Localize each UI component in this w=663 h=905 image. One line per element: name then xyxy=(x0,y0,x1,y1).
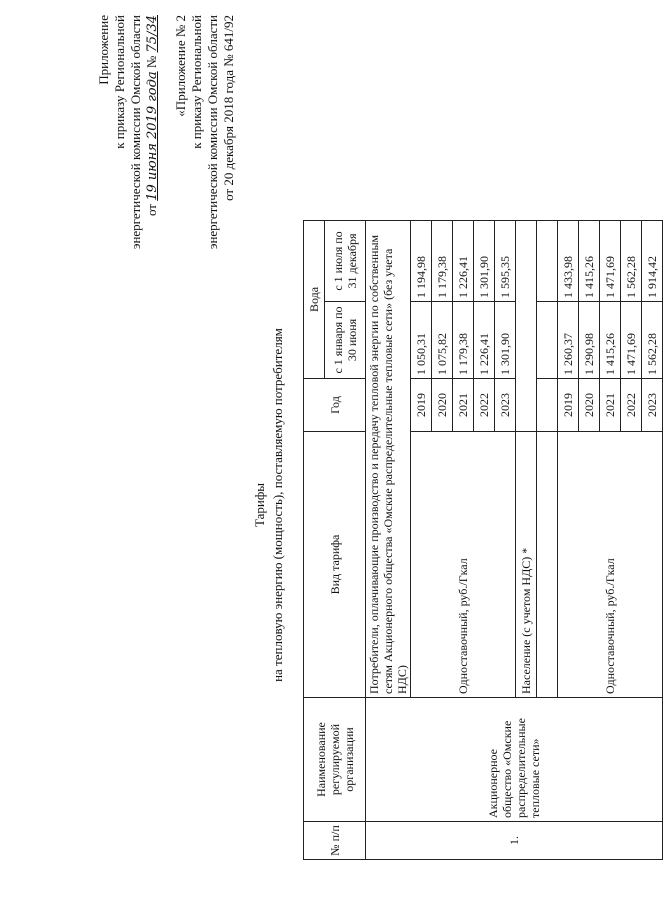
year-cell: 2019 xyxy=(558,379,579,432)
commission2-line: энергетической комиссии Омской области xyxy=(205,15,220,250)
number-prefix: № xyxy=(144,55,159,69)
value-h2-cell: 1 194,98 xyxy=(411,221,432,302)
year-cell: 2019 xyxy=(411,379,432,432)
value-h1-cell: 1 301,90 xyxy=(495,302,516,379)
value-h2-cell: 1 179,38 xyxy=(432,221,453,302)
date-prefix: от xyxy=(144,204,159,217)
col-h1-header: с 1 января по 30 июня xyxy=(325,302,366,379)
value-h2-cell: 1 914,42 xyxy=(642,221,663,302)
annex-header xyxy=(96,15,237,265)
value-h2-cell: 1 562,28 xyxy=(621,221,642,302)
value-h2-cell: 1 415,26 xyxy=(579,221,600,302)
value-h1-cell: 1 075,82 xyxy=(432,302,453,379)
handwritten-number: 75/34 xyxy=(145,15,160,53)
document-subtitle: на тепловую энергию (мощность), поставляемую потребителям xyxy=(270,328,285,682)
col-h2-header: с 1 июля по 31 декабря xyxy=(325,221,366,302)
col-water-header: Вода xyxy=(304,221,325,379)
section2-filler xyxy=(516,221,537,432)
value-h1-cell: 1 471,69 xyxy=(621,302,642,379)
section-row xyxy=(366,221,411,860)
col-year-header: Год xyxy=(304,379,366,432)
value-h1-cell: 1 290,98 xyxy=(579,302,600,379)
order-line: к приказу Региональной xyxy=(112,15,127,149)
value-h1-cell: 1 260,37 xyxy=(558,302,579,379)
year-cell: 2020 xyxy=(579,379,600,432)
section2-label: Население (с учетом НДС) * xyxy=(516,432,537,698)
value-h1-cell: 1 179,38 xyxy=(453,302,474,379)
year-cell: 2021 xyxy=(453,379,474,432)
tariff2-kind: Одноставочный, руб./Гкал xyxy=(558,432,663,698)
value-h1-cell: 1 226,41 xyxy=(474,302,495,379)
value-h1-cell: 1 562,28 xyxy=(642,302,663,379)
value-h2-cell: 1 433,98 xyxy=(558,221,579,302)
col-org-header: Наименование регулируемой организации xyxy=(304,698,366,822)
year-cell: 2021 xyxy=(600,379,621,432)
year-cell: 2023 xyxy=(495,379,516,432)
annex-label: Приложение xyxy=(96,15,111,85)
order2-line: к приказу Региональной xyxy=(189,15,204,149)
date2-line: от 20 декабря 2018 года № 641/92 xyxy=(221,15,236,201)
value-h2-cell: 1 301,90 xyxy=(474,221,495,302)
value-h2-cell: 1 471,69 xyxy=(600,221,621,302)
document-title: Тарифы xyxy=(252,483,267,528)
year-cell: 2022 xyxy=(474,379,495,432)
year-cell: 2022 xyxy=(621,379,642,432)
value-h1-cell: 1 415,26 xyxy=(600,302,621,379)
table-header-row xyxy=(304,221,325,860)
year-cell: 2023 xyxy=(642,379,663,432)
value-h2-cell: 1 226,41 xyxy=(453,221,474,302)
commission-line: энергетической комиссии Омской области xyxy=(128,15,143,250)
annex2-label: «Приложение № 2 xyxy=(173,15,188,117)
tariff-table xyxy=(303,220,663,860)
tariff2-spacer xyxy=(537,432,558,698)
order-date-line xyxy=(144,15,161,265)
row-number: 1. xyxy=(366,822,663,860)
handwritten-date: 19 июня 2019 года xyxy=(145,71,160,201)
section1-label: Потребители, оплачивающие производство и передачу тепловой энергии по собственным сетям Акционерного общества «Омские распределительные тепловые сети» (без учета НДС) xyxy=(366,221,411,698)
year-cell: 2020 xyxy=(432,379,453,432)
col-num-header: № п/п xyxy=(304,822,366,860)
org-name: Акционерное общество «Омские распределительные тепловые сети» xyxy=(366,698,663,822)
col-kind-header: Вид тарифа xyxy=(304,432,366,698)
tariff1-kind: Одноставочный, руб./Гкал xyxy=(411,432,516,698)
value-h1-cell: 1 050,31 xyxy=(411,302,432,379)
value-h2-cell: 1 595,35 xyxy=(495,221,516,302)
year-cell xyxy=(537,379,558,432)
